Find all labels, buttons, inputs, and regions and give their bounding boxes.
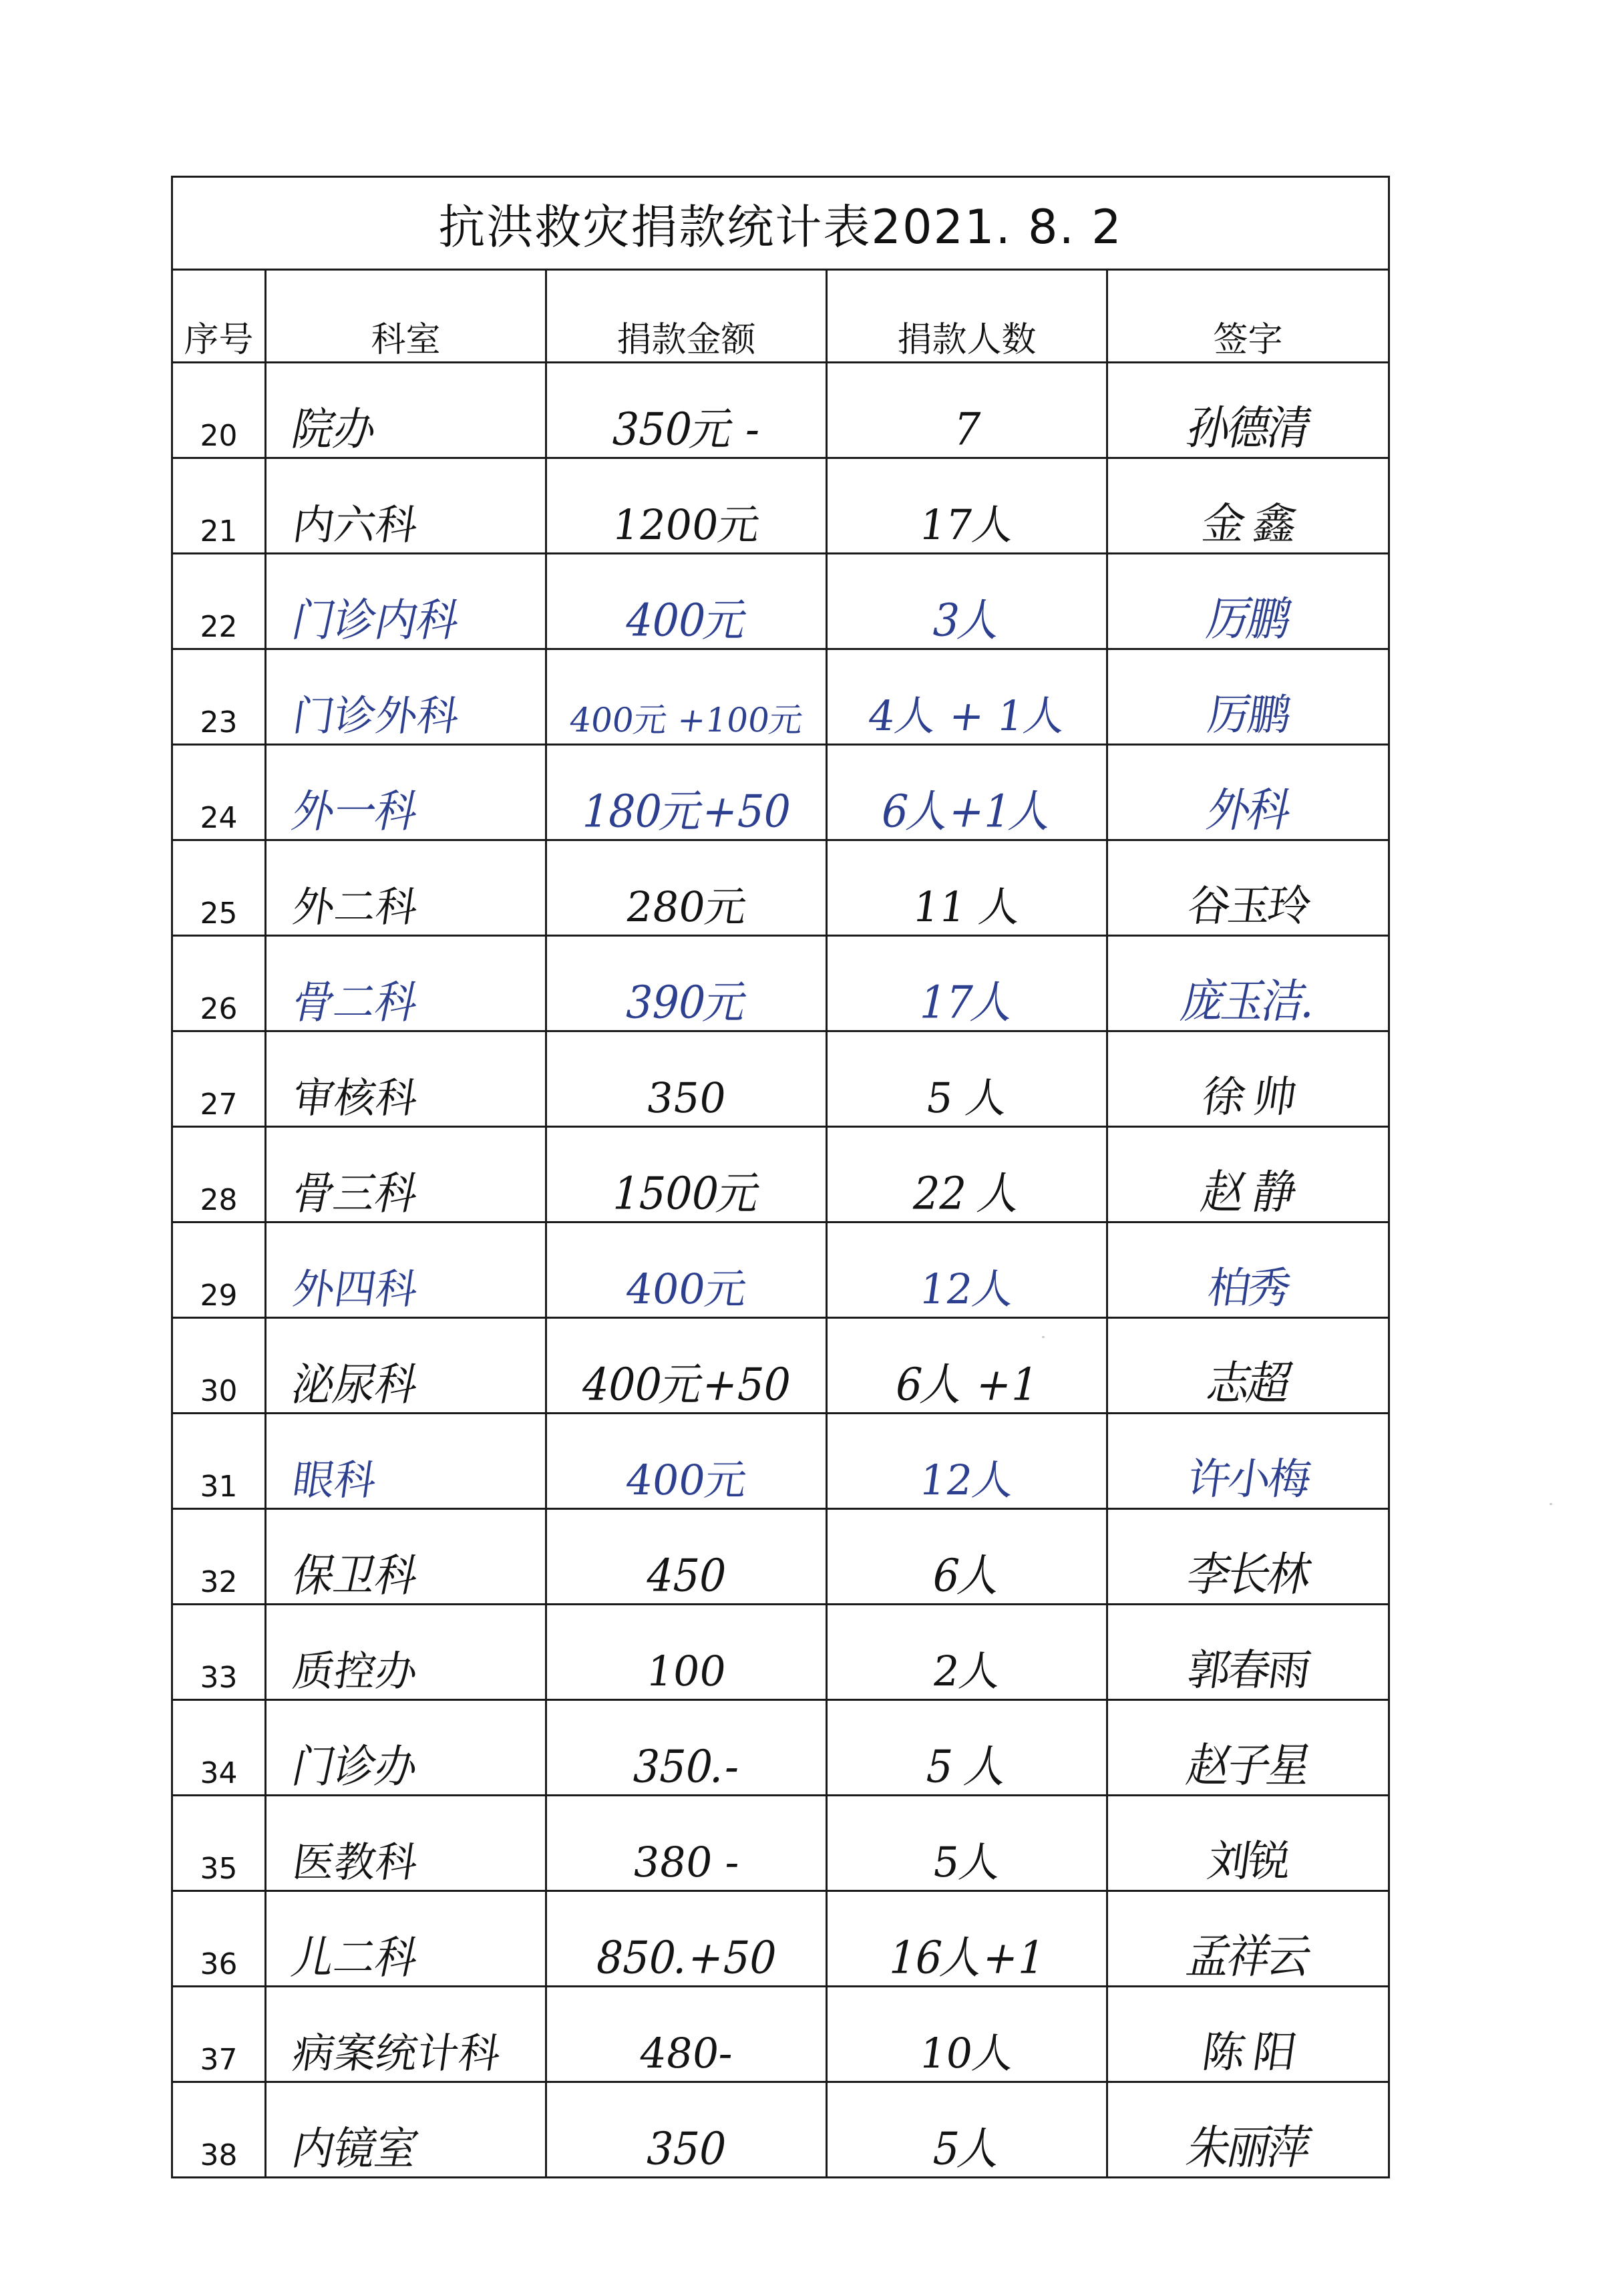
row-number: 33 <box>172 1605 266 1700</box>
handwritten-signature: 金 鑫 <box>1199 500 1297 549</box>
table-row <box>172 1318 1389 1414</box>
row-number: 23 <box>172 649 266 745</box>
handwritten-signature: 孙德清 <box>1182 402 1314 456</box>
signature-cell <box>1107 363 1389 458</box>
table-row <box>172 1605 1389 1700</box>
handwritten-dept: 眼科 <box>289 1456 380 1504</box>
handwritten-count: 22 人 <box>907 1167 1027 1220</box>
department-cell <box>266 1031 546 1127</box>
table-row <box>172 1031 1389 1127</box>
handwritten-amount: 400元 <box>620 594 753 647</box>
handwritten-dept: 骨二科 <box>287 976 423 1029</box>
row-number: 37 <box>172 1987 266 2082</box>
donor-count-cell <box>827 1414 1107 1509</box>
table-row <box>172 840 1389 936</box>
handwritten-dept: 保卫科 <box>287 1549 423 1602</box>
handwritten-signature: 厉鹏 <box>1202 593 1294 647</box>
signature-cell <box>1107 1318 1389 1414</box>
donor-count-cell <box>827 1318 1107 1414</box>
amount-cell <box>546 840 827 936</box>
row-number: 30 <box>172 1318 266 1414</box>
signature-cell <box>1107 2082 1389 2178</box>
handwritten-signature: 陈 阳 <box>1199 2028 1297 2078</box>
signature-cell <box>1107 1605 1389 1700</box>
handwritten-amount: 400元+50 <box>576 1358 796 1411</box>
handwritten-signature: 庞玉洁. <box>1176 975 1320 1029</box>
donor-count-cell <box>827 936 1107 1031</box>
donation-table <box>171 176 1390 2178</box>
signature-cell <box>1107 840 1389 936</box>
donor-count-cell <box>827 1127 1107 1222</box>
department-cell <box>266 363 546 458</box>
handwritten-count: 16人+1 <box>884 1931 1051 1984</box>
handwritten-amount: 350元 - <box>606 403 766 456</box>
handwritten-dept: 质控办 <box>289 1647 421 1695</box>
handwritten-count: 6人 <box>927 1549 1007 1602</box>
handwritten-count: 2人 <box>929 1647 1005 1695</box>
amount-cell <box>546 1700 827 1796</box>
donor-count-cell <box>827 1605 1107 1700</box>
signature-cell <box>1107 1700 1389 1796</box>
amount-cell <box>546 936 827 1031</box>
row-number: 35 <box>172 1796 266 1891</box>
table-row <box>172 649 1389 745</box>
handwritten-amount: 280元 <box>622 882 750 931</box>
handwritten-count: 5人 <box>929 1838 1005 1887</box>
handwritten-amount: 850.+50 <box>590 1931 782 1984</box>
department-cell <box>266 554 546 649</box>
table-row <box>172 1414 1389 1509</box>
handwritten-signature: 厉鹏 <box>1204 691 1292 740</box>
signature-cell <box>1107 1987 1389 2082</box>
handwritten-dept: 门诊外科 <box>289 691 463 740</box>
donor-count-cell <box>827 1509 1107 1605</box>
department-cell <box>266 1796 546 1891</box>
paper-speck <box>1550 1503 1552 1505</box>
table-row <box>172 363 1389 458</box>
row-number: 26 <box>172 936 266 1031</box>
signature-cell <box>1107 554 1389 649</box>
handwritten-amount: 100 <box>643 1647 729 1695</box>
department-cell <box>266 1891 546 1987</box>
handwritten-count: 7 <box>948 403 986 456</box>
handwritten-count: 17人 <box>916 500 1018 549</box>
handwritten-dept: 内镜室 <box>287 2122 423 2175</box>
handwritten-count: 12人 <box>916 1265 1018 1313</box>
signature-cell <box>1107 1127 1389 1222</box>
donor-count-cell <box>827 1222 1107 1318</box>
table-row <box>172 1796 1389 1891</box>
handwritten-dept: 儿二科 <box>287 1931 423 1984</box>
handwritten-amount: 480- <box>636 2029 737 2078</box>
amount-cell <box>546 1031 827 1127</box>
amount-cell <box>546 1318 827 1414</box>
handwritten-count: 5 人 <box>922 1074 1011 1122</box>
amount-cell <box>546 745 827 840</box>
header-signature: 签字 <box>1107 270 1389 363</box>
table-row <box>172 1509 1389 1605</box>
handwritten-amount: 1200元 <box>609 500 763 549</box>
donor-count-cell <box>827 363 1107 458</box>
donor-count-cell <box>827 1796 1107 1891</box>
header-dept: 科室 <box>266 270 546 363</box>
row-number: 34 <box>172 1700 266 1796</box>
row-number: 36 <box>172 1891 266 1987</box>
handwritten-amount: 1500元 <box>607 1167 765 1220</box>
department-cell <box>266 2082 546 2178</box>
table-row <box>172 2082 1389 2178</box>
row-number: 32 <box>172 1509 266 1605</box>
handwritten-amount: 400元 <box>622 1456 750 1504</box>
handwritten-dept: 院办 <box>287 403 382 456</box>
department-cell <box>266 1127 546 1222</box>
department-cell <box>266 840 546 936</box>
amount-cell <box>546 1222 827 1318</box>
row-number: 24 <box>172 745 266 840</box>
department-cell <box>266 1414 546 1509</box>
handwritten-signature: 志超 <box>1202 1357 1294 1411</box>
table-row <box>172 458 1389 554</box>
donor-count-cell <box>827 1700 1107 1796</box>
handwritten-signature: 外科 <box>1202 784 1294 838</box>
donor-count-cell <box>827 1891 1107 1987</box>
handwritten-amount: 350 <box>641 2122 732 2175</box>
handwritten-amount: 180元+50 <box>576 785 796 838</box>
handwritten-dept: 泌尿科 <box>287 1358 423 1411</box>
table-row <box>172 1891 1389 1987</box>
donor-count-cell <box>827 649 1107 745</box>
amount-cell <box>546 1127 827 1222</box>
signature-cell <box>1107 1031 1389 1127</box>
row-number: 29 <box>172 1222 266 1318</box>
row-number: 25 <box>172 840 266 936</box>
amount-cell <box>546 1509 827 1605</box>
handwritten-signature: 孟祥云 <box>1182 1931 1314 1984</box>
row-number: 38 <box>172 2082 266 2178</box>
handwritten-signature: 柏秀 <box>1204 1264 1292 1313</box>
handwritten-amount: 390元 <box>620 976 753 1029</box>
department-cell <box>266 745 546 840</box>
department-cell <box>266 1318 546 1414</box>
department-cell <box>266 1700 546 1796</box>
department-cell <box>266 1222 546 1318</box>
handwritten-dept: 审核科 <box>289 1074 421 1122</box>
row-number: 27 <box>172 1031 266 1127</box>
signature-cell <box>1107 649 1389 745</box>
signature-cell <box>1107 1796 1389 1891</box>
handwritten-signature: 郭春雨 <box>1184 1646 1312 1695</box>
handwritten-dept: 外四科 <box>289 1265 421 1313</box>
table-row <box>172 1127 1389 1222</box>
handwritten-dept: 外一科 <box>287 785 423 838</box>
row-number: 22 <box>172 554 266 649</box>
signature-cell <box>1107 1891 1389 1987</box>
signature-cell <box>1107 458 1389 554</box>
handwritten-count: 10人 <box>916 2029 1018 2078</box>
handwritten-count: 5人 <box>927 2122 1007 2175</box>
table-row <box>172 745 1389 840</box>
department-cell <box>266 458 546 554</box>
handwritten-signature: 李长林 <box>1182 1548 1314 1602</box>
handwritten-signature: 谷玉玲 <box>1184 882 1312 931</box>
handwritten-count: 3人 <box>927 594 1007 647</box>
signature-cell <box>1107 1222 1389 1318</box>
handwritten-count: 5 人 <box>920 1740 1013 1793</box>
amount-cell <box>546 1605 827 1700</box>
header-no: 序号 <box>172 270 266 363</box>
signature-cell <box>1107 1509 1389 1605</box>
department-cell <box>266 1509 546 1605</box>
handwritten-signature: 朱丽萍 <box>1182 2122 1314 2175</box>
handwritten-amount: 350 <box>643 1074 729 1122</box>
row-number: 28 <box>172 1127 266 1222</box>
table-row <box>172 1222 1389 1318</box>
handwritten-dept: 外二科 <box>289 882 421 931</box>
signature-cell <box>1107 936 1389 1031</box>
donor-count-cell <box>827 2082 1107 2178</box>
amount-cell <box>546 649 827 745</box>
row-number: 20 <box>172 363 266 458</box>
handwritten-dept: 医教科 <box>289 1838 421 1887</box>
handwritten-count: 12人 <box>916 1456 1018 1504</box>
department-cell <box>266 1987 546 2082</box>
handwritten-count: 17人 <box>914 976 1020 1029</box>
handwritten-dept: 门诊内科 <box>287 594 465 647</box>
row-number: 31 <box>172 1414 266 1509</box>
donor-count-cell <box>827 1987 1107 2082</box>
department-cell <box>266 649 546 745</box>
amount-cell <box>546 1987 827 2082</box>
table-row <box>172 554 1389 649</box>
amount-cell <box>546 458 827 554</box>
row-number: 21 <box>172 458 266 554</box>
handwritten-count: 6人+1人 <box>876 785 1058 838</box>
handwritten-dept: 病案统计科 <box>289 2029 504 2078</box>
department-cell <box>266 936 546 1031</box>
amount-cell <box>546 1796 827 1891</box>
header-count: 捐款人数 <box>827 270 1107 363</box>
department-cell <box>266 1605 546 1700</box>
handwritten-amount: 350.- <box>627 1740 745 1793</box>
handwritten-dept: 骨三科 <box>287 1167 423 1220</box>
amount-cell <box>546 2082 827 2178</box>
table-row <box>172 1700 1389 1796</box>
handwritten-signature: 刘锐 <box>1204 1837 1292 1887</box>
handwritten-signature: 赵 静 <box>1196 1166 1300 1220</box>
handwritten-amount: 450 <box>641 1549 732 1602</box>
donor-count-cell <box>827 458 1107 554</box>
signature-cell <box>1107 1414 1389 1509</box>
handwritten-signature: 徐 帅 <box>1199 1073 1297 1122</box>
handwritten-count: 4人 + 1人 <box>865 691 1069 740</box>
handwritten-dept: 内六科 <box>289 500 421 549</box>
handwritten-count: 6人 +1 <box>890 1358 1044 1411</box>
donor-count-cell <box>827 554 1107 649</box>
donor-count-cell <box>827 840 1107 936</box>
amount-cell <box>546 1891 827 1987</box>
amount-cell <box>546 363 827 458</box>
handwritten-amount: 400元 +100元 <box>567 701 806 740</box>
header-row <box>172 270 1389 363</box>
handwritten-amount: 380 - <box>629 1838 743 1887</box>
table-row <box>172 936 1389 1031</box>
signature-cell <box>1107 745 1389 840</box>
amount-cell <box>546 1414 827 1509</box>
table-row <box>172 1987 1389 2082</box>
donor-count-cell <box>827 745 1107 840</box>
handwritten-signature: 赵子星 <box>1182 1740 1314 1793</box>
handwritten-count: 11 人 <box>910 882 1024 931</box>
handwritten-signature: 许小梅 <box>1184 1455 1312 1504</box>
donor-count-cell <box>827 1031 1107 1127</box>
amount-cell <box>546 554 827 649</box>
table-title: 抗洪救灾捐款统计表2021. 8. 2 <box>172 177 1389 270</box>
header-amount: 捐款金额 <box>546 270 827 363</box>
handwritten-dept: 门诊办 <box>287 1740 423 1793</box>
handwritten-amount: 400元 <box>622 1265 750 1313</box>
